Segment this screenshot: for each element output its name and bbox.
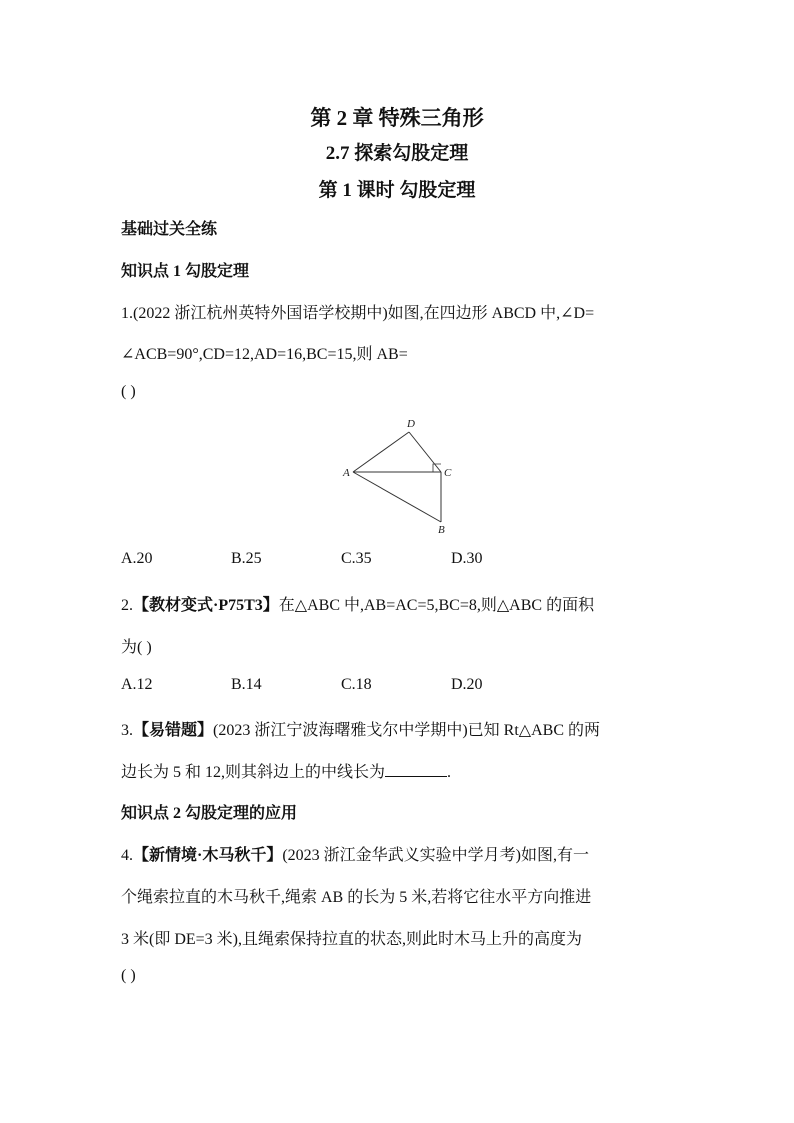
q1-option-d: D.30 — [451, 550, 483, 567]
q4-tag: 【新情境·木马秋千】 — [133, 847, 283, 864]
section-title: 2.7 探索勾股定理 — [325, 143, 469, 164]
q1-line1: 1.(2022 浙江杭州英特外国语学校期中)如图,在四边形 ABCD 中,∠D= — [121, 305, 595, 322]
q2-number: 2. — [121, 597, 133, 614]
q3-answer-blank[interactable] — [385, 762, 447, 777]
q1-line2: ∠ACB=90°,CD=12,AD=16,BC=15,则 AB= — [121, 346, 408, 363]
q2-tag: 【教材变式·P75T3】 — [133, 597, 279, 614]
q3-tag: 【易错题】 — [133, 722, 214, 739]
q4-line3: 3 米(即 DE=3 米),且绳索保持拉直的状态,则此时木马上升的高度为 — [121, 931, 583, 948]
label-d: D — [407, 418, 415, 430]
q3-number: 3. — [121, 722, 133, 739]
q2-line2: 为( ) — [121, 639, 152, 656]
q1-option-b: B.25 — [231, 550, 262, 567]
q2-option-c: C.18 — [341, 676, 372, 693]
segment-ad — [353, 432, 409, 472]
quadrilateral-figure — [335, 414, 465, 536]
q1-answer-paren: ( ) — [121, 383, 136, 400]
q3-line1 — [121, 717, 600, 740]
label-b: B — [438, 524, 445, 536]
q4-line2: 个绳索拉直的木马秋千,绳索 AB 的长为 5 米,若将它往水平方向推进 — [121, 889, 592, 906]
q1-option-a: A.20 — [121, 550, 153, 567]
q2-option-d: D.20 — [451, 676, 483, 693]
q3-period: . — [447, 764, 452, 781]
q3-text-2: 边长为 5 和 12,则其斜边上的中线长为 — [121, 764, 386, 781]
q4-answer-paren: ( ) — [121, 967, 136, 984]
q2-option-a: A.12 — [121, 676, 153, 693]
chapter-title: 第 2 章 特殊三角形 — [310, 106, 484, 130]
knowledge-point-2: 知识点 2 勾股定理的应用 — [121, 805, 298, 822]
q3-text: (2023 浙江宁波海曙雅戈尔中学期中)已知 Rt△ABC 的两 — [213, 722, 600, 739]
practice-heading: 基础过关全练 — [121, 221, 218, 238]
q4-line1 — [121, 842, 589, 865]
q4-text: (2023 浙江金华武义实验中学月考)如图,有一 — [282, 847, 590, 864]
q2-line1 — [121, 592, 594, 615]
label-a: A — [343, 467, 350, 479]
q4-number: 4. — [121, 847, 133, 864]
label-c: C — [444, 467, 452, 479]
q3-line2 — [121, 759, 451, 782]
q1-option-c: C.35 — [341, 550, 372, 567]
q2-option-b: B.14 — [231, 676, 262, 693]
q2-text: 在△ABC 中,AB=AC=5,BC=8,则△ABC 的面积 — [278, 597, 595, 614]
segment-dc — [409, 432, 441, 472]
knowledge-point-1: 知识点 1 勾股定理 — [121, 263, 250, 280]
lesson-title: 第 1 课时 勾股定理 — [318, 180, 476, 201]
segment-ab — [353, 472, 441, 522]
